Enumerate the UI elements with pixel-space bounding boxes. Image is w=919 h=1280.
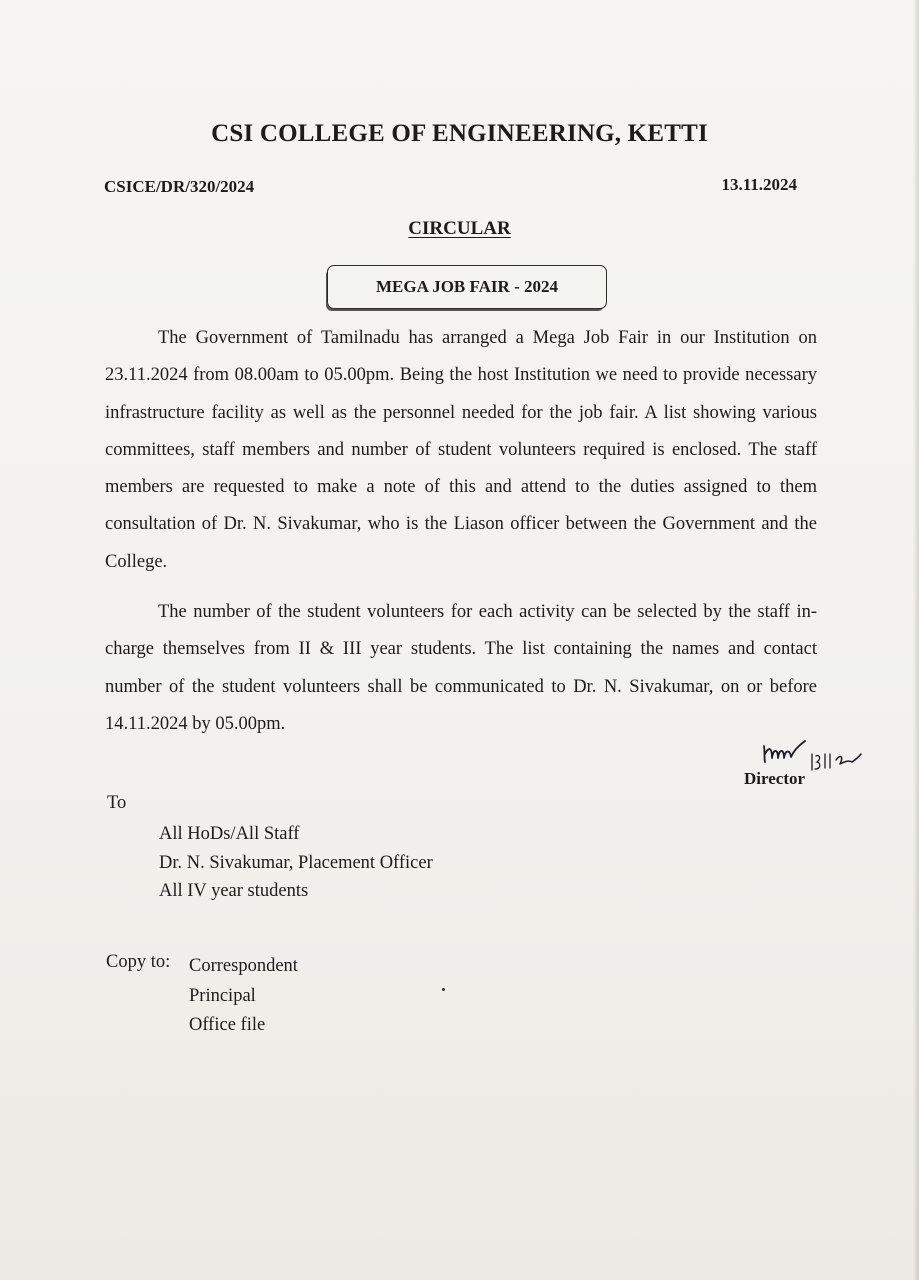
circular-date: 13.11.2024 [721,175,797,194]
body-paragraph-1: The Government of Tamilnadu has arranged a Mega Job Fair in our Institution on 23.11.2024 from 08.00am to 05.00pm. Being the host Institution we need to provide necessary infrastructure facility as well as the personnel needed for the job fair. A list showing various committees, staff members and number of student volunteers required is enclosed. The staff members are requested to make a note of this and attend to the duties assigned to them consultation of Dr. N. Sivakumar, who is the Liason officer between the Government and the College. [105,328,817,572]
ink-speck [442,988,445,991]
institution-name: CSI COLLEGE OF ENGINEERING, KETTI [211,120,708,147]
subject-text: MEGA JOB FAIR - 2024 [376,277,558,296]
copy-item: Principal [189,985,256,1006]
copy-to-list [189,952,298,1041]
circular-heading: CIRCULAR [408,218,511,239]
recipient-item: Dr. N. Sivakumar, Placement Officer [159,852,433,873]
signatory-designation: Director [744,769,806,788]
copy-item: Office file [189,1015,266,1035]
copy-to-label: Copy to: [106,952,171,972]
body-paragraph-2: The number of the student volunteers for each activity can be selected by the staff in-charge themselves from II & III year students. The list containing the names and contact number of the student volunteers shall be communicated to Dr. N. Sivakumar, on or before 14.11.2024 by 05.00pm. [105,602,817,734]
reference-number: CSICE/DR/320/2024 [104,177,255,196]
page-edge-shadow [913,0,919,1280]
recipient-item: All HoDs/All Staff [159,824,300,844]
copy-item: Correspondent [189,956,298,976]
recipient-item: All IV year students [159,881,309,901]
to-label: To [107,793,127,813]
subject-box [327,265,607,309]
recipient-list [159,820,433,906]
